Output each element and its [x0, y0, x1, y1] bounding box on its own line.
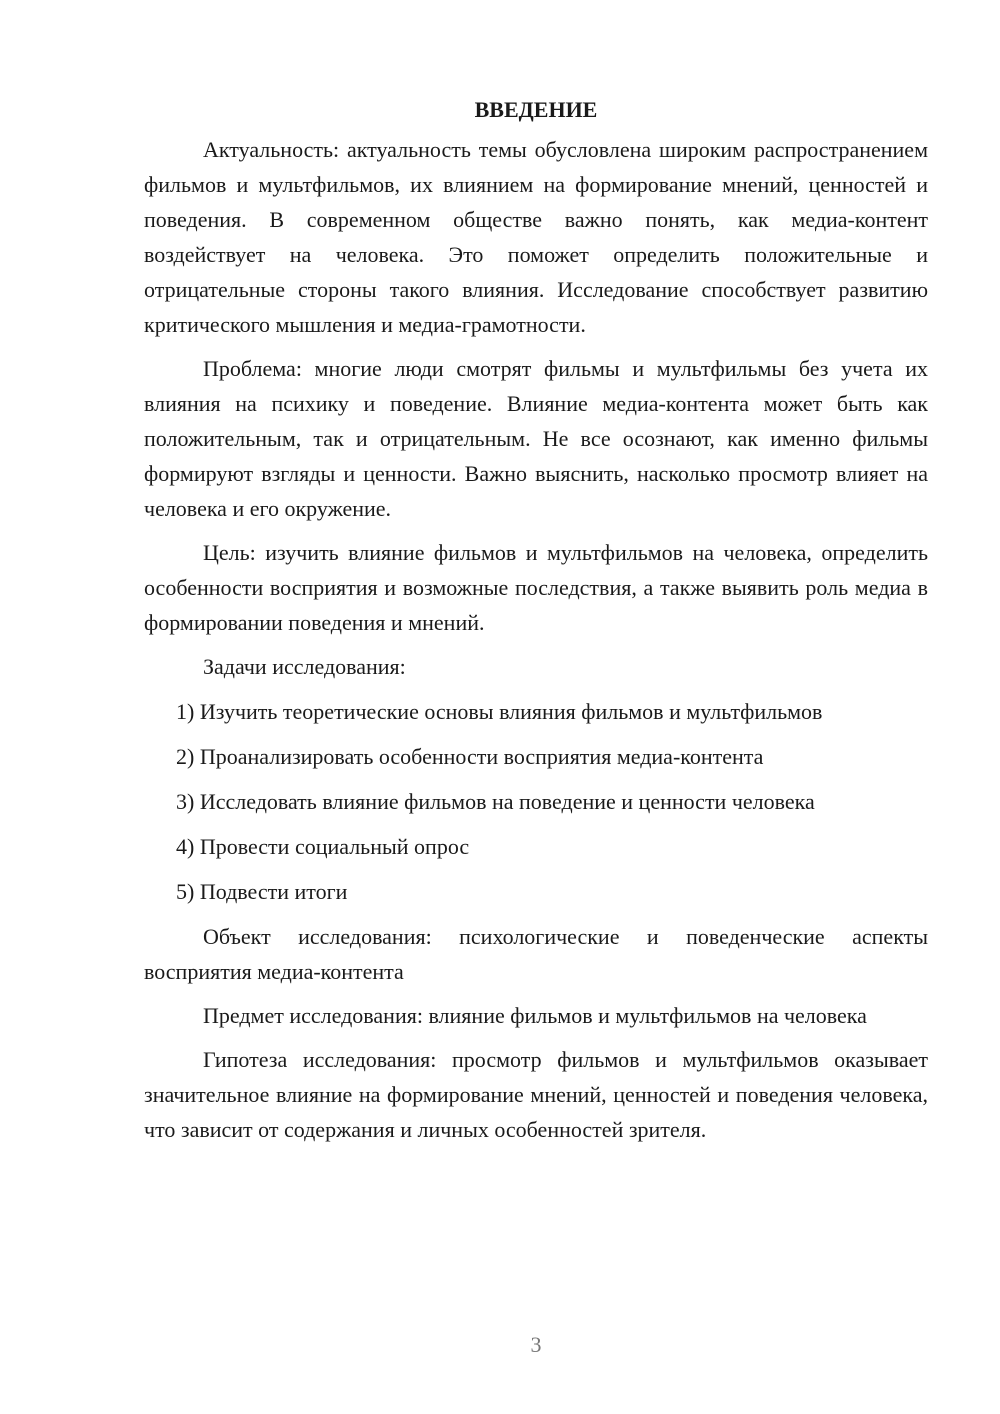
list-item: 3) Исследовать влияние фильмов на поведение и ценности человека — [176, 789, 815, 814]
document-page — [144, 92, 928, 1156]
page-number: 3 — [530, 1332, 542, 1357]
section-title: ВВЕДЕНИЕ — [474, 97, 598, 122]
list-item: 1) Изучить теоретические основы влияния фильмов и мультфильмов — [176, 699, 823, 724]
list-item: 2) Проанализировать особенности восприятия медиа-контента — [176, 744, 764, 769]
problem-paragraph: Проблема: многие люди смотрят фильмы и мультфильмы без учета их влияния на психику и поведение. Влияние медиа-контента может быть как положительным, так и отрицательным. Не все осознают, как именно фильмы формируют взгляды и ценности. Важно выяснить, насколько просмотр влияет на человека и его окружение. — [144, 356, 928, 521]
tasks-list — [144, 694, 928, 909]
tasks-heading: Задачи исследования: — [203, 654, 406, 679]
goal-paragraph: Цель: изучить влияние фильмов и мультфильмов на человека, определить особенности восприятия и возможные последствия, а также выявить роль медиа в формировании поведения и мнений. — [144, 540, 928, 635]
list-item: 4) Провести социальный опрос — [176, 834, 470, 859]
relevance-paragraph: Актуальность: актуальность темы обусловлена широким распространением фильмов и мультфильмов, их влиянием на формирование мнений, ценностей и поведения. В современном обществе важно понять, как медиа-контент воздействует на человека. Это поможет определить положительные и отрицательные стороны такого влияния. Исследование способствует развитию критического мышления и медиа-грамотности. — [144, 137, 928, 337]
list-item: 5) Подвести итоги — [176, 879, 348, 904]
subject-paragraph: Предмет исследования: влияние фильмов и мультфильмов на человека — [203, 1003, 867, 1028]
object-paragraph: Объект исследования: психологические и поведенческие аспекты восприятия медиа-контента — [144, 924, 928, 984]
hypothesis-paragraph: Гипотеза исследования: просмотр фильмов и мультфильмов оказывает значительное влияние на формирование мнений, ценностей и поведения человека, что зависит от содержания и личных особенностей зрителя. — [144, 1047, 928, 1142]
